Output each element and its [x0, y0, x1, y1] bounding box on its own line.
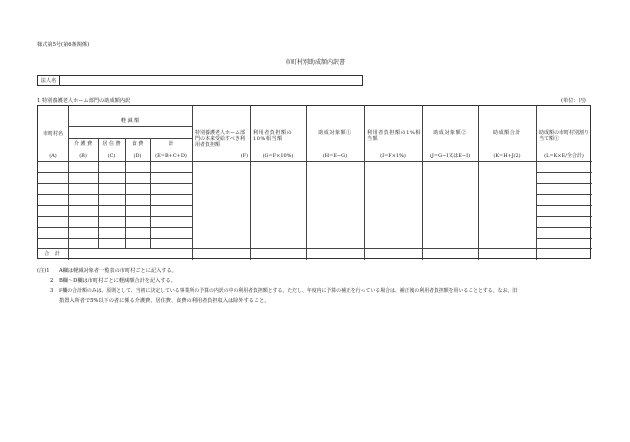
letter-C: (C)	[107, 153, 116, 159]
col-K-header: 助成額合計	[492, 130, 521, 136]
note-3-number: 3	[50, 288, 54, 294]
col-L-header: 助成額の市町村別割り当て額①	[539, 130, 590, 142]
col-H-header: 助成対象額①	[318, 130, 352, 136]
letter-I: (I=F×1%)	[380, 153, 406, 159]
section-heading: 1 特別養護老人ホーム部門の助成額内訳	[37, 98, 131, 104]
letter-F: (F)	[240, 153, 248, 159]
letter-G: (G=F×10%)	[262, 153, 294, 159]
document-title: 市町村別助成額内訳書	[284, 59, 345, 66]
letter-L: (L=K×E/全合計)	[544, 153, 584, 159]
letter-B: (B)	[79, 153, 87, 159]
total-row-label: 合 計	[44, 251, 62, 257]
col-housing-cost-header: 居 住 費	[102, 141, 121, 147]
col-I-header: 利用者負担額の1%相当額	[367, 130, 421, 142]
letter-D: (D)	[133, 153, 142, 159]
reduction-group-header: 軽 減 額	[120, 118, 140, 124]
letter-K: (K=H+J/2)	[493, 153, 521, 159]
subsidy-breakdown-table	[37, 105, 591, 259]
letter-E: (E=B+C+D)	[155, 153, 187, 159]
col-F-header: 特別養護老人ホーム部門の本来受給すべき利用者負担額	[195, 130, 246, 148]
letter-H: (H=E−G)	[322, 153, 348, 159]
note-2-number: 2	[50, 278, 54, 284]
note-1-text: A欄は軽減対象者一覧表の市町村ごとに記入する。	[59, 268, 177, 274]
col-G-header: 利用者負担額の10%相当額	[253, 130, 293, 142]
col-meal-cost-header: 食 費	[131, 141, 144, 147]
col-J-header: 助成対象額②	[433, 130, 467, 136]
note-2-text: B欄〜D欄は市町村ごとに軽減額合計を記入する。	[59, 278, 176, 284]
corporation-name-label: 法人名	[38, 76, 60, 85]
letter-J: (J=G−I又はE−I)	[429, 153, 471, 159]
col-subtotal-header: 計	[168, 141, 174, 147]
col-care-cost-header: 介 護 費	[73, 141, 93, 147]
unit-note: (単位：円)	[561, 98, 586, 104]
corporation-name-field[interactable]	[37, 75, 363, 86]
note-1-number: (注)1	[37, 268, 50, 274]
col-municipality-header: 市町村名	[42, 131, 63, 137]
form-number: 様式第5号(第6条関係)	[37, 42, 90, 48]
letter-A: (A)	[49, 153, 57, 159]
note-3-text: F欄の合計額のみは、原則として、当初に決定している事業所の予算の内訳の中の利用者負担額とする。ただし、年度内に予算の補正を行っている場合は、補正後の利用者負担額を用いることとする。なお、旧	[59, 288, 518, 294]
note-3-continuation: 措置入所者で5%以下の者に係る介護費、居住費、食費の利用者負担収入は除外すること。	[59, 298, 270, 304]
